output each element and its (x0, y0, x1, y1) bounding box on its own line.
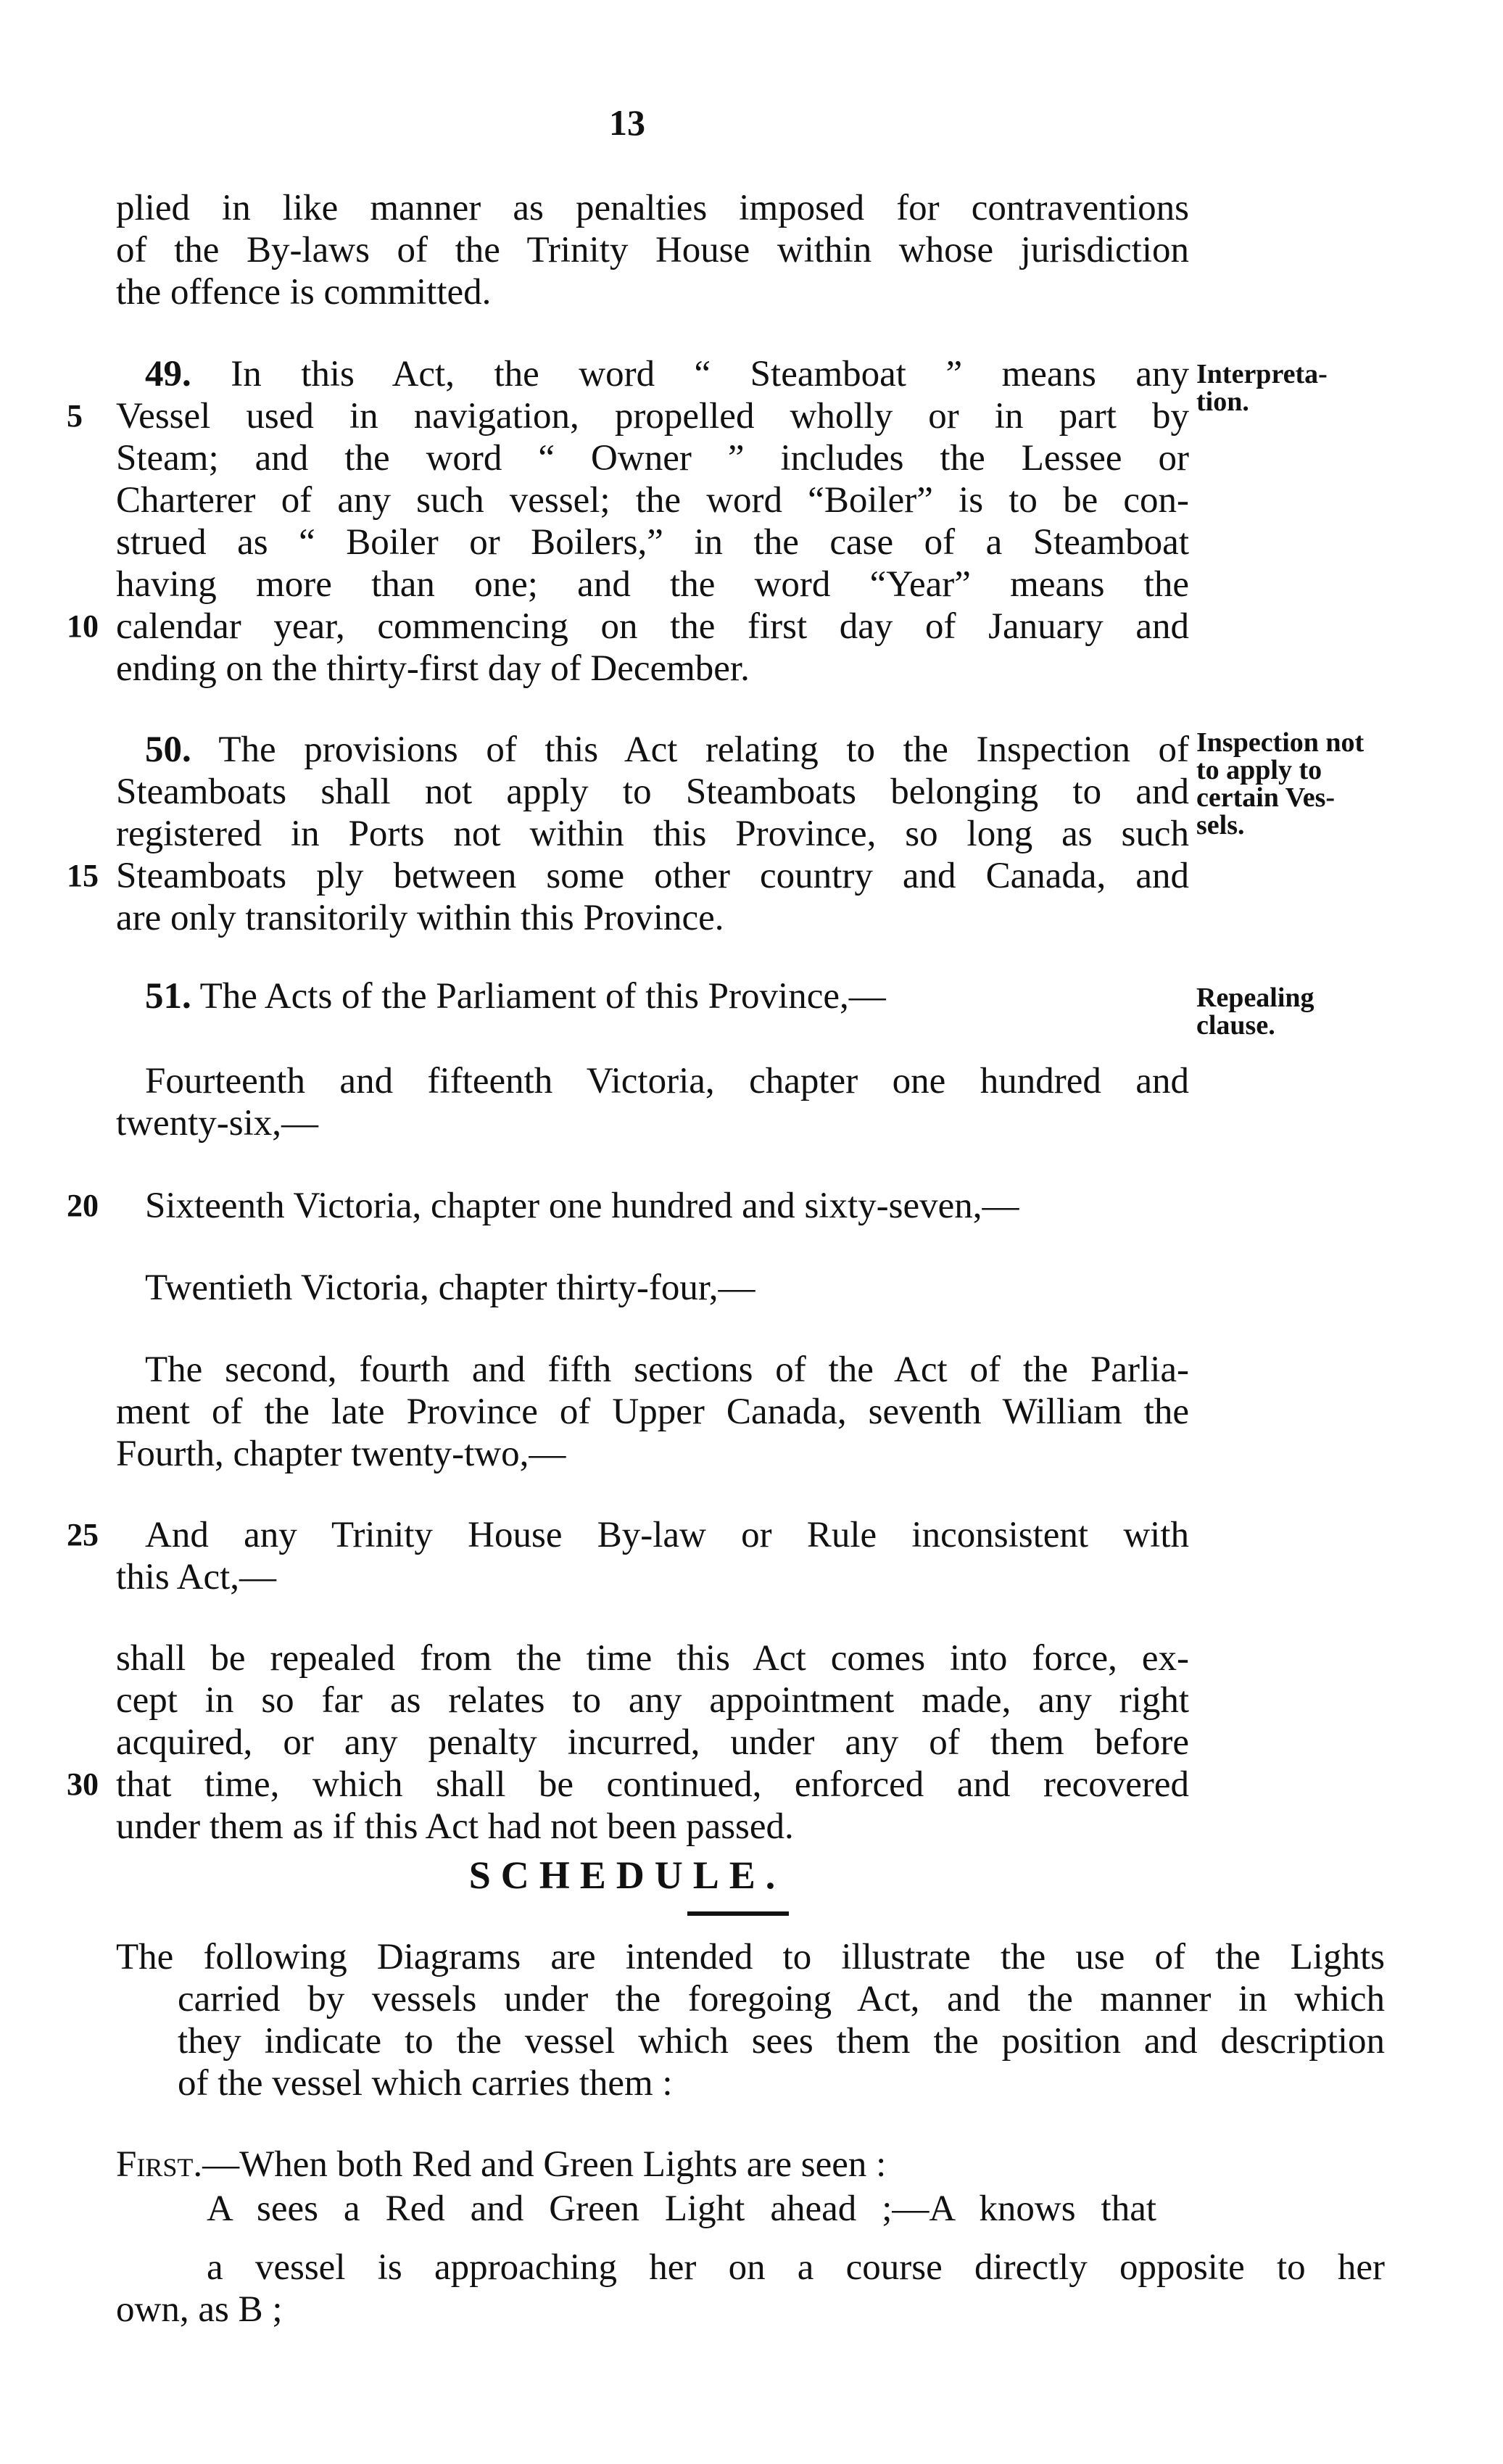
schedule-line: own, as B ; (116, 2289, 283, 2330)
text-line: cept in so far as relates to any appointment made, any right (116, 1680, 1189, 1721)
line-number: 20 (67, 1188, 99, 1223)
line-number: 10 (67, 608, 99, 644)
section-text: The provisions of this Act relating to the Inspection of (191, 729, 1189, 770)
margin-note-interpretation: Interpreta- tion. (1196, 359, 1328, 417)
first-text: —When both Red and Green Lights are seen : (202, 2144, 887, 2185)
schedule-line: A sees a Red and Green Light ahead ;—A knows that (207, 2188, 1156, 2229)
text-line: Steamboats ply between some other country and Canada, and (116, 856, 1189, 896)
repealed-act: ment of the late Province of Upper Canada, seventh William the (116, 1392, 1189, 1432)
text-line: Charterer of any such vessel; the word “Boiler” is to be con- (116, 480, 1189, 521)
text-line: Vessel used in navigation, propelled wholly or in part by (116, 396, 1189, 437)
line-number: 30 (67, 1766, 99, 1802)
line-number: 15 (67, 858, 99, 893)
text-line: acquired, or any penalty incurred, under any of them before (116, 1722, 1189, 1763)
repealed-act: this Act,— (116, 1557, 277, 1597)
text-line: strued as “ Boiler or Boilers,” in the case of a Steamboat (116, 522, 1189, 563)
repealed-act: Sixteenth Victoria, chapter one hundred and sixty-seven,— (145, 1186, 1019, 1226)
repealed-act: twenty-six,— (116, 1103, 319, 1144)
repealed-act: And any Trinity House By-law or Rule inconsistent with (145, 1515, 1189, 1555)
text-line: plied in like manner as penalties imposed for contraventions (116, 188, 1189, 228)
repealed-act: Fourteenth and fifteenth Victoria, chapter one hundred and (145, 1061, 1189, 1101)
margin-note-inspection: Inspection not to apply to certain Ves- sels. (1196, 727, 1365, 840)
schedule-line: a vessel is approaching her on a course directly opposite to her (207, 2247, 1385, 2288)
schedule-intro-line: The following Diagrams are intended to illustrate the use of the Lights (116, 1937, 1385, 1977)
repealed-act: Fourth, chapter twenty-two,— (116, 1434, 566, 1474)
heading-rule (687, 1911, 789, 1916)
text-line: calendar year, commencing on the first day of January and (116, 606, 1189, 647)
repealed-act: Twentieth Victoria, chapter thirty-four,— (145, 1268, 755, 1308)
text-line: that time, which shall be continued, enforced and recovered (116, 1764, 1189, 1805)
text-line: registered in Ports not within this Province, so long as such (116, 814, 1189, 854)
section-number: 49. (145, 354, 191, 394)
schedule-heading: SCHEDULE. (468, 1853, 786, 1897)
schedule-first-case (116, 2143, 1189, 2186)
schedule-intro-line: of the vessel which carries them : (178, 2063, 673, 2104)
section-number: 50. (145, 729, 191, 770)
text-line: of the By-laws of the Trinity House within whose jurisdiction (116, 230, 1189, 270)
line-number: 25 (67, 1517, 99, 1553)
first-label: First. (116, 2144, 203, 2185)
section-51-first-line (145, 975, 1189, 1017)
section-50-first-line (145, 729, 1189, 771)
repealed-act: The second, fourth and fifth sections of the Act of the Parlia- (145, 1349, 1189, 1390)
text-line: Steam; and the word “ Owner ” includes the Lessee or (116, 438, 1189, 479)
text-line: the offence is committed. (116, 272, 492, 313)
section-number: 51. (145, 976, 191, 1017)
text-line: under them as if this Act had not been passed. (116, 1806, 794, 1847)
line-number: 5 (67, 398, 83, 434)
text-line: having more than one; and the word “Year” means the (116, 564, 1189, 605)
section-text: The Acts of the Parliament of this Province,— (191, 976, 886, 1017)
text-line: Steamboats shall not apply to Steamboats belonging to and (116, 772, 1189, 812)
section-49-first-line (145, 353, 1189, 395)
page-number: 13 (609, 102, 645, 143)
text-line: ending on the thirty-first day of December. (116, 648, 750, 689)
section-text: In this Act, the word “ Steamboat ” means any (191, 354, 1189, 394)
schedule-intro-line: carried by vessels under the foregoing Act, and the manner in which (178, 1979, 1385, 2019)
schedule-intro-line: they indicate to the vessel which sees them the position and description (178, 2021, 1385, 2062)
text-line: are only transitorily within this Province. (116, 898, 724, 938)
margin-note-repealing: Repealing clause. (1196, 983, 1314, 1041)
text-line: shall be repealed from the time this Act comes into force, ex- (116, 1638, 1189, 1679)
